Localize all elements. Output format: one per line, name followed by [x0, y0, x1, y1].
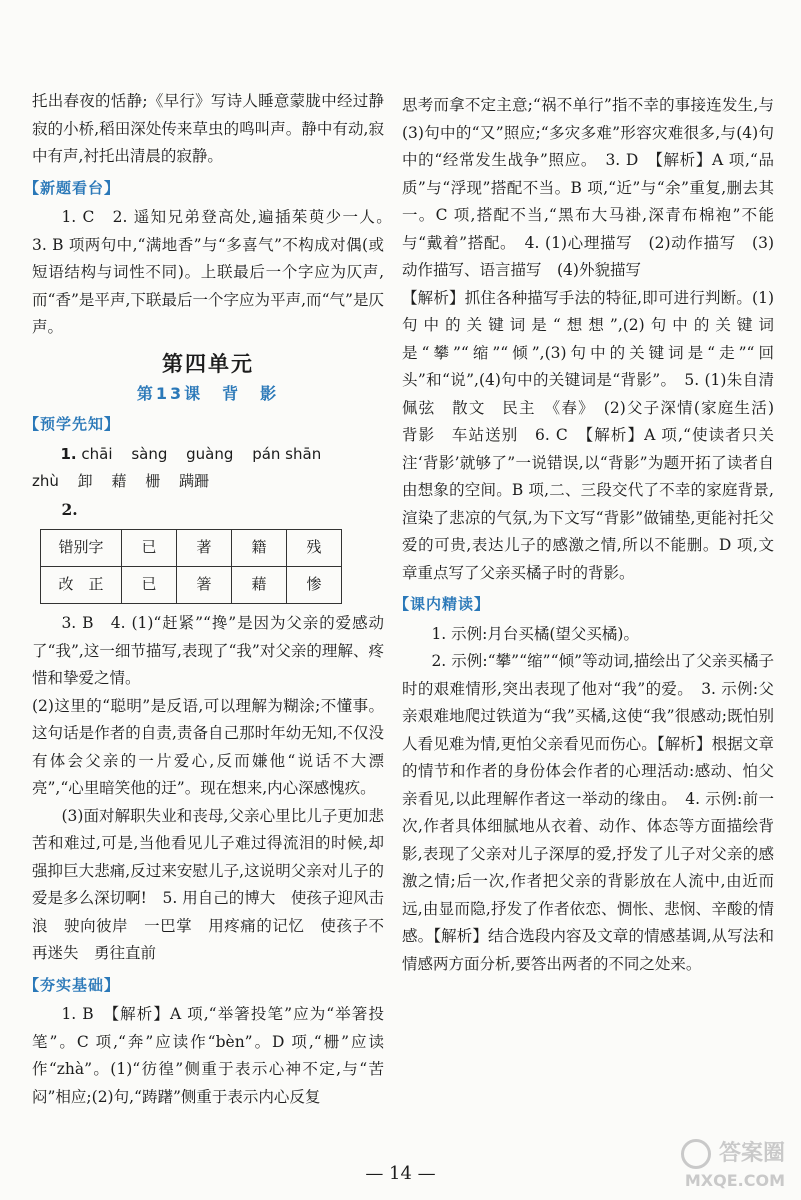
page-number: — 14 —	[365, 1163, 436, 1184]
table-cell: 错别字	[41, 530, 122, 567]
word-item: 栅	[145, 472, 161, 490]
pinyin-line	[32, 441, 384, 469]
table-cell: 籍	[232, 530, 287, 567]
table-cell: 残	[287, 530, 342, 567]
left-paragraph-1: 托出春夜的恬静;《早行》写诗人睡意蒙胧中经过静寂的小桥,稻田深处传来草虫的鸣叫声。静中有动,寂中有声,衬托出清晨的寂静。	[32, 92, 384, 165]
left-paragraph-3: 3. B 4. (1)“赶紧”“搀”是因为父亲的爱感动了“我”,这一细节描写,表现了“我”对父亲的理解、疼惜和挚爱之情。	[32, 614, 384, 687]
word-item: 蹒跚	[179, 472, 210, 490]
pinyin-item: pán shān	[252, 444, 322, 463]
left-paragraph-5: (3)面对解职失业和丧母,父亲心里比儿子更加悲苦和难过,可是,当他看见儿子难过得流泪的时候,却强抑巨大悲痛,反过来安慰儿子,这说明父亲对儿子的爱是多么深切啊! 5. 用自己的博大 使孩子迎风击浪 驶向彼岸 一巴掌 用疼痛的记忆 使孩子不再迷失 勇往直前	[32, 806, 384, 962]
watermark	[681, 1139, 785, 1192]
section-tag-preview: 【预学先知】	[24, 415, 121, 433]
pinyin-label: 1.	[60, 444, 77, 463]
table-cell: 箸	[177, 567, 232, 604]
table-cell: 已	[122, 567, 177, 604]
pinyin-item: chāi	[81, 444, 113, 463]
section-tag-close-reading: 【课内精读】	[394, 595, 491, 613]
table-cell: 著	[177, 530, 232, 567]
right-paragraph-1: 思考而拿不定主意;“祸不单行”指不幸的事接连发生,与(3)句中的“又”照应;“多灾多难”形容灾难很多,与(4)句中的“经常发生战争”照应。 3. D 【解析】A 项,“品质”与“浮现”搭配不当。B 项,“近”与“余”重复,删去其一。C 项,搭配不当,“黑布大马褂,深青布棉袍”不能与“戴着”搭配。 4. (1)心理描写 (2)动作描写 (3)动作描写、语言描写 (4)外貌描写	[402, 96, 774, 279]
left-paragraph-6: 1. B 【解析】A 项,“举箸投笔”应为“举箸投笔”。C 项,“奔”应读作“bèn”。D 项,“栅”应读作“zhà”。(1)“彷徨”侧重于表示心神不定,与“苦闷”相应;(2)句,“踌躇”侧重于表示内心反复	[32, 1005, 384, 1106]
right-paragraph-4: 2. 示例:“攀”“缩”“倾”等动词,描绘出了父亲买橘子时的艰难情形,突出表现了他对“我”的爱。 3. 示例:父亲艰难地爬过铁道为“我”买橘,这使“我”很感动;既怕别人看见难为情,更怕父亲看见而伤心。【解析】根据文章的情节和作者的身份体会作者的心理活动:感动、怕父亲看见,以此理解作者这一举动的缘由。 4. 示例:前一次,作者具体细腻地从衣着、动作、体态等方面描绘背影,表现了父亲对儿子深厚的爱,抒发了儿子对父亲的感激之情;后一次,作者把父亲的背影放在人流中,由近而远,由显而隐,抒发了作者依恋、惆怅、悲悯、辛酸的情感。【解析】结合选段内容及文章的情感基调,从写法和情感两方面分析,要答出两者的不同之处来。	[402, 652, 774, 973]
table-label: 2.	[61, 499, 78, 519]
table-cell: 改 正	[41, 567, 122, 604]
words-line	[32, 468, 384, 496]
table-cell: 藉	[232, 567, 287, 604]
section-tag-basics: 【夯实基础】	[24, 975, 121, 994]
correction-table	[40, 529, 342, 604]
section-tag-new-questions: 【新题看台】	[24, 178, 121, 197]
word-item: 藉	[111, 472, 127, 490]
watermark-line-1: 答案圈	[718, 1141, 785, 1166]
right-column	[394, 92, 790, 978]
right-paragraph-2: 【解析】抓住各种描写手法的特征,即可进行判断。(1)句中的关键词是“想想”,(2)句中的关键词是“攀”“缩”“倾”,(3)句中的关键词是“走”“回头”和“说”,(4)句中的关键词是“背影”。 5. (1)朱自清 佩弦 散文 民主 《春》 (2)父子深情(家庭生活) 背影 车站送别 6. C 【解析】A 项,“使读者只关注‘背影’就够了”一说错误,以“背影”为题开拓了读者自由想象的空间。B 项,二、三段交代了不幸的家庭背景,渲染了悲凉的气氛,为下文写“背影”做铺垫,更能衬托父爱的可贵,表达儿子的感激之情,所以不能删。D 项,文章重点写了父亲买橘子时的背影。	[402, 288, 790, 582]
watermark-logo-icon	[681, 1139, 711, 1169]
pinyin-item: guàng	[186, 444, 234, 463]
table-row	[41, 567, 342, 604]
pinyin-item: sàng	[131, 444, 168, 463]
unit-title: 第四单元	[162, 350, 254, 376]
table-cell: 已	[122, 530, 177, 567]
right-paragraph-3: 1. 示例:月台买橘(望父买橘)。	[431, 624, 639, 643]
word-item: 卸	[77, 472, 93, 490]
table-row	[41, 530, 342, 567]
watermark-line-2: MXQE.COM	[684, 1171, 785, 1190]
lesson-title: 第13课 背 影	[136, 383, 280, 403]
left-paragraph-4: (2)这里的“聪明”是反语,可以理解为糊涂;不懂事。这句话是作者的自责,责备自己那时年幼无知,不仅没有体会父亲的一片爱心,反而嫌他“说话不大漂亮”,“心里暗笑他的迂”。现在想来,内心深感愧疚。	[32, 696, 384, 797]
left-paragraph-2: 1. C 2. 遥知兄弟登高处,遍插茱萸少一人。 3. B 项两句中,“满地香”与“多喜气”不构成对偶(或短语结构与词性不同)。上联最后一个字应为仄声,而“香”是平声,下联最后一个字应为平声,而“气”是仄声。	[32, 208, 400, 336]
pinyin-item: zhù	[32, 472, 59, 490]
left-column	[24, 88, 400, 1111]
table-cell: 惨	[287, 567, 342, 604]
